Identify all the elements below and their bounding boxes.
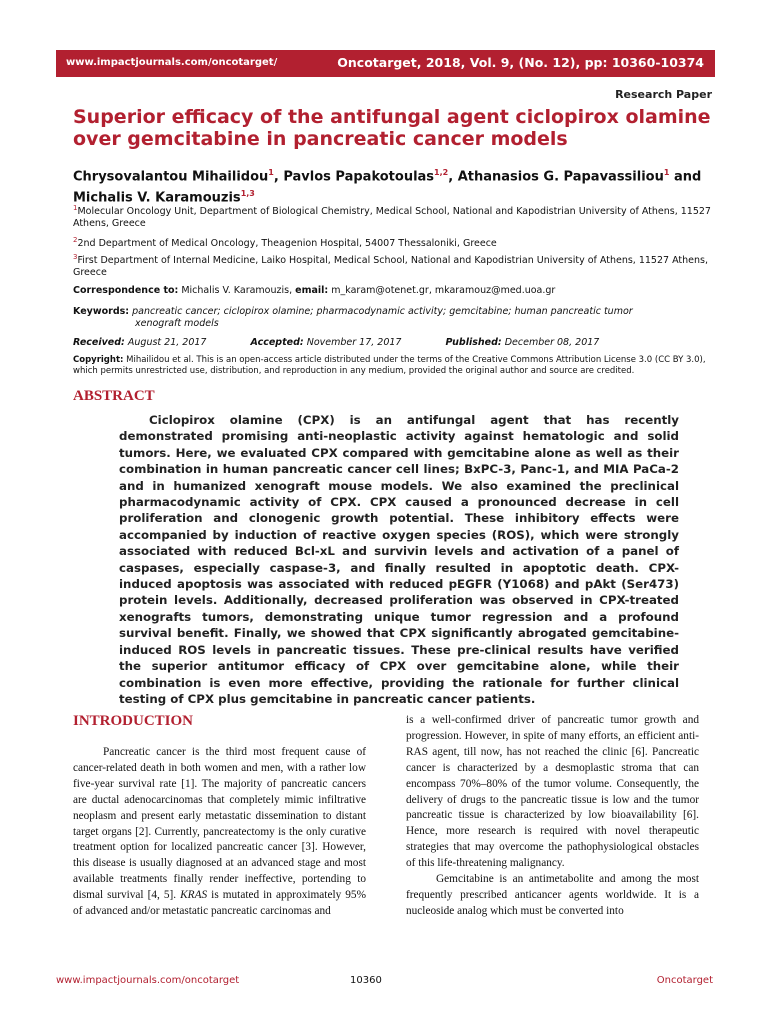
affiliation [73,234,713,250]
affiliation-number: 1 [73,204,78,212]
footer-url[interactable]: www.impactjournals.com/oncotarget [56,975,240,986]
author-name: Michalis V. Karamouzis [73,190,241,206]
correspondence-label: Correspondence to: [73,285,179,296]
affiliation-text: First Department of Internal Medicine, Laiko Hospital, Medical School, National and Kapodistrian University of Athens, 11527 Athens, Greece [73,255,708,279]
author-name: Chrysovalantou Mihailidou [73,169,269,185]
copyright-text: Mihailidou et al. This is an open-access article distributed under the terms of the Creative Commons Attribution License 3.0 (CC BY 3.0), which permits unrestricted use, distribution, and reproduction in any medium, provided the original author and source are credited. [73,355,706,376]
journal-header-bar [56,50,715,77]
page-number: 10360 [350,975,382,986]
intro-paragraph [73,745,366,920]
author-name: Athanasios G. Papavassiliou [457,169,664,185]
received-label: Received: [73,337,125,348]
accepted-date: November 17, 2017 [306,337,402,348]
affiliation-number: 2 [73,236,78,244]
author-name: Pavlos Papakotoulas [283,169,435,185]
journal-citation: Oncotarget, 2018, Vol. 9, (No. 12), pp: 10360-10374 [337,55,704,70]
affiliation [73,251,713,279]
intro-text: Pancreatic cancer is the third most frequent cause of cancer-related death in both women and men, with a rather low five-year survival rate [1]. The majority of pancreatic cancers are ductal adenocarcinomas that completely mimic infiltrative neoplasm and present early metastatic dissemination to distant target organs [2]. Currently, pancreatectomy is the only curative treatment option for localized pancreatic cancer [3]. However, this disease is usually diagnosed at an advanced stage and most available treatments finally render ineffective, portending to dismal survival [4, 5]. [73,746,366,902]
gene-name: KRAS [180,889,208,902]
email-label: email: [295,285,329,296]
accepted-label: Accepted: [250,337,304,348]
intro-text: is mutated in approximately 95% of advanced and/or metastatic pancreatic carcinomas and [73,889,366,918]
correspondence [73,285,713,297]
correspondence-name: Michalis V. Karamouzis, [181,285,293,296]
author-affiliation-marker: 1 [268,168,274,177]
published-date: December 08, 2017 [504,337,600,348]
author-separator: , [273,169,284,185]
correspondence-emails[interactable]: m_karam@otenet.gr, mkaramouz@med.uoa.gr [331,285,556,296]
author-list [73,164,713,207]
keywords-line-1: pancreatic cancer; ciclopirox olamine; pharmacodynamic activity; gemcitabine; human pancreatic tumor [132,306,633,317]
article-type-label: Research Paper [615,88,712,101]
affiliation-text: 2nd Department of Medical Oncology, Theagenion Hospital, 54007 Thessaloniki, Greece [77,238,497,250]
author-separator: and [669,169,702,185]
received-date: August 21, 2017 [127,337,207,348]
introduction-heading: INTRODUCTION [73,713,194,729]
published-label: Published: [445,337,502,348]
publication-dates [73,337,713,349]
body-column-right [406,713,699,920]
author-separator: , [448,169,458,185]
author-affiliation-marker: 1,3 [240,189,255,199]
intro-paragraph: Gemcitabine is an antimetabolite and among the most frequently prescribed anticancer agents worldwide. It is a nucleoside analog which must be converted into [406,873,699,917]
abstract-heading: ABSTRACT [73,388,155,404]
affiliation-text: Molecular Oncology Unit, Department of Biological Chemistry, Medical School, National and Kapodistrian University of Athens, 11527 Athens, Greece [73,206,711,230]
affiliation-number: 3 [73,253,78,261]
abstract-text: Ciclopirox olamine (CPX) is an antifungal agent that has recently demonstrated promising anti-neoplastic activity against hematologic and solid tumors. Here, we evaluated CPX compared with gemcitabine alone as well as their combination in human pancreatic cancer cell lines; BxPC-3, Panc-1, and MIA PaCa-2 and in humanized xenograft mouse models. We also examined the preclinical pharmacodynamic activity of CPX. CPX caused a pronounced decrease in cell proliferation and clonogenic growth potential. These inhibitory effects were accompanied by induction of reactive oxygen species (ROS), which were strongly associated with reduced Bcl-xL and survivin levels and activation of a panel of caspases, especially caspase-3, and finally resulted in apoptotic death. CPX-induced apoptosis was associated with reduced pEGFR (Y1068) and pAkt (Ser473) protein levels. Additionally, decreased proliferation was observed in CPX-treated xenografts tumors, demonstrating unique tumor regression and a profound survival benefit. Finally, we showed that CPX significantly abrogated gemcitabine-induced ROS levels in pancreatic tissues. These pre-clinical results have verified the superior antitumor efficacy of CPX over gemcitabine alone, while their combination is even more effective, providing the rationale for further clinical testing of CPX plus gemcitabine in pancreatic cancer patients. [119,413,679,706]
body-column-left [73,745,366,920]
keywords-line-2: xenograft models [135,318,219,329]
affiliation [73,202,713,230]
copyright-notice [73,355,713,377]
intro-paragraph-continued: is a well-confirmed driver of pancreatic tumor growth and progression. However, in spite of many efforts, an efficient anti-RAS agent, till now, has not reached the clinic [6]. Pancreatic cancer is characterized by a desmoplastic stroma that can encompass 70%–80% of the tumor volume. Consequently, the delivery of drugs to the pancreatic tissue is low and the tumor pancreatic tissue is characterized by low bioavailability [6]. Hence, more research is required with novel therapeutic strategies that may overcome the pathophysiological obstacles of this life-threatening malignancy. [406,714,699,870]
journal-url[interactable]: www.impactjournals.com/oncotarget/ [66,57,278,68]
footer-journal-name: Oncotarget [656,975,713,986]
author-affiliation-marker: 1,2 [434,168,449,177]
copyright-label: Copyright: [73,355,124,365]
keywords-label: Keywords: [73,306,130,317]
author-affiliation-marker: 1 [663,168,670,177]
article-title: Superior efficacy of the antifungal agent ciclopirox olamine over gemcitabine in pancreatic cancer models [73,106,711,150]
keywords [73,306,713,330]
